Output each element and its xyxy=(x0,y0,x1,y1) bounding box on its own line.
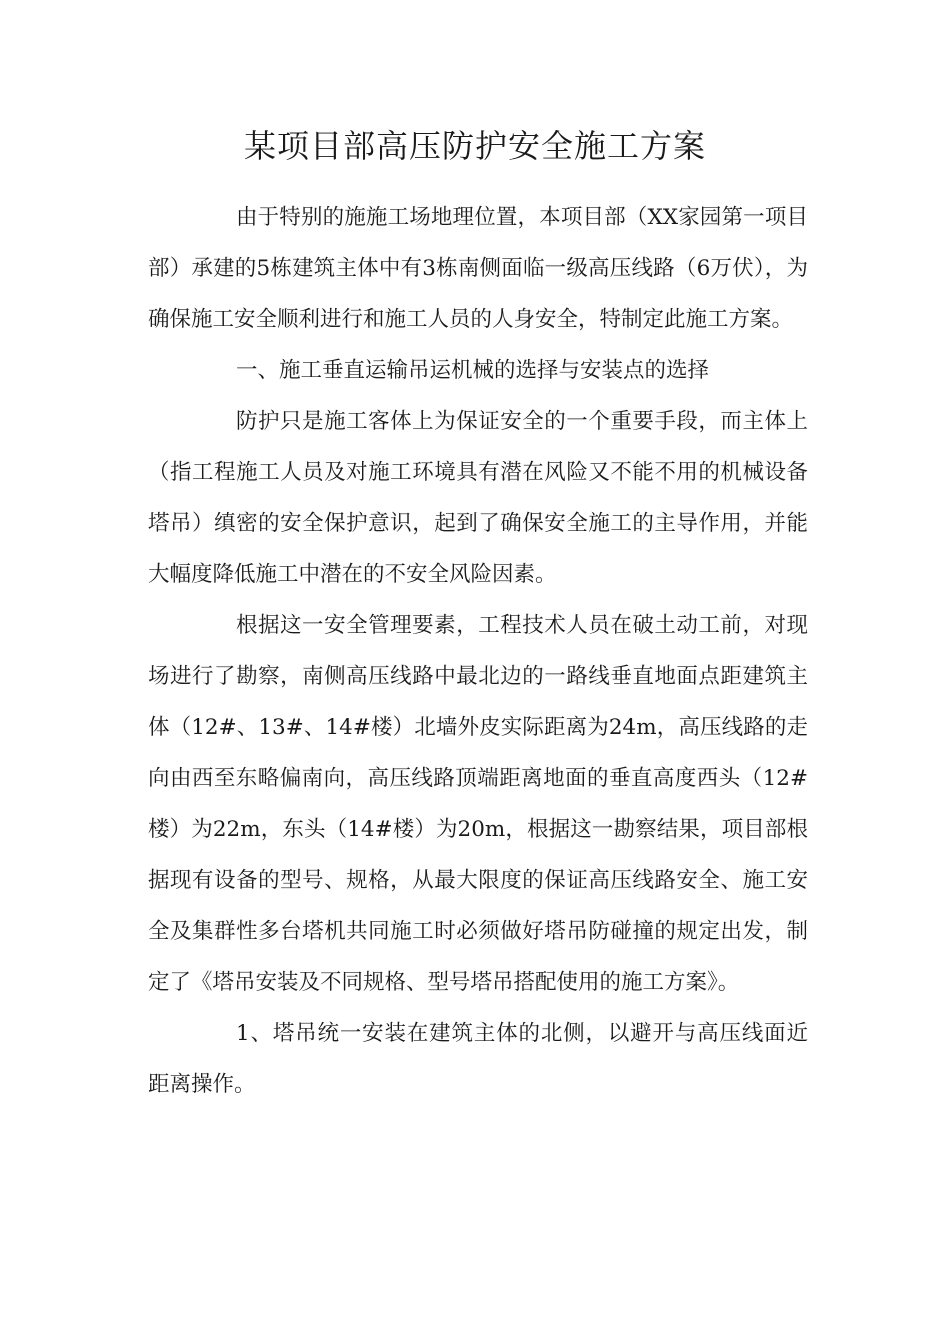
section-heading-1: 一、施工垂直运输吊运机械的选择与安装点的选择 xyxy=(236,358,710,383)
paragraph-survey: 根据这一安全管理要素，工程技术人员在破土动工前，对现场进行了勘察，南侧高压线路中最北边的一路线垂直地面点距建筑主体（12#、13#、14#楼）北墙外皮实际距离为24m，高压线路的走向由西至东略偏南向，高压线路顶端距离地面的垂直高度西头（12#楼）为22m，东头（14#楼）为20m，根据这一勘察结果，项目部根据现有设备的型号、规格，从最大限度的保证高压线路安全、施工安全及集群性多台塔机共同施工时必须做好塔吊防碰撞的规定出发，制定了《塔吊安装及不同规格、型号塔吊搭配使用的施工方案》。 xyxy=(148,613,808,995)
paragraph-item-1: 1、塔吊统一安装在建筑主体的北侧，以避开与高压线面近距离操作。 xyxy=(148,1021,808,1097)
paragraph-protection: 防护只是施工客体上为保证安全的一个重要手段，而主体上（指工程施工人员及对施工环境具有潜在风险又不能不用的机械设备塔吊）缜密的安全保护意识，起到了确保安全施工的主导作用，并能大幅度降低施工中潜在的不安全风险因素。 xyxy=(148,409,808,587)
document-body xyxy=(148,192,808,1110)
paragraph-intro: 由于特别的施施工场地理位置，本项目部（XX家园第一项目部）承建的5栋建筑主体中有3栋南侧面临一级高压线路（6万伏），为确保施工安全顺利进行和施工人员的人身安全，特制定此施工方案。 xyxy=(148,205,808,332)
document-title: 某项目部高压防护安全施工方案 xyxy=(243,127,706,165)
